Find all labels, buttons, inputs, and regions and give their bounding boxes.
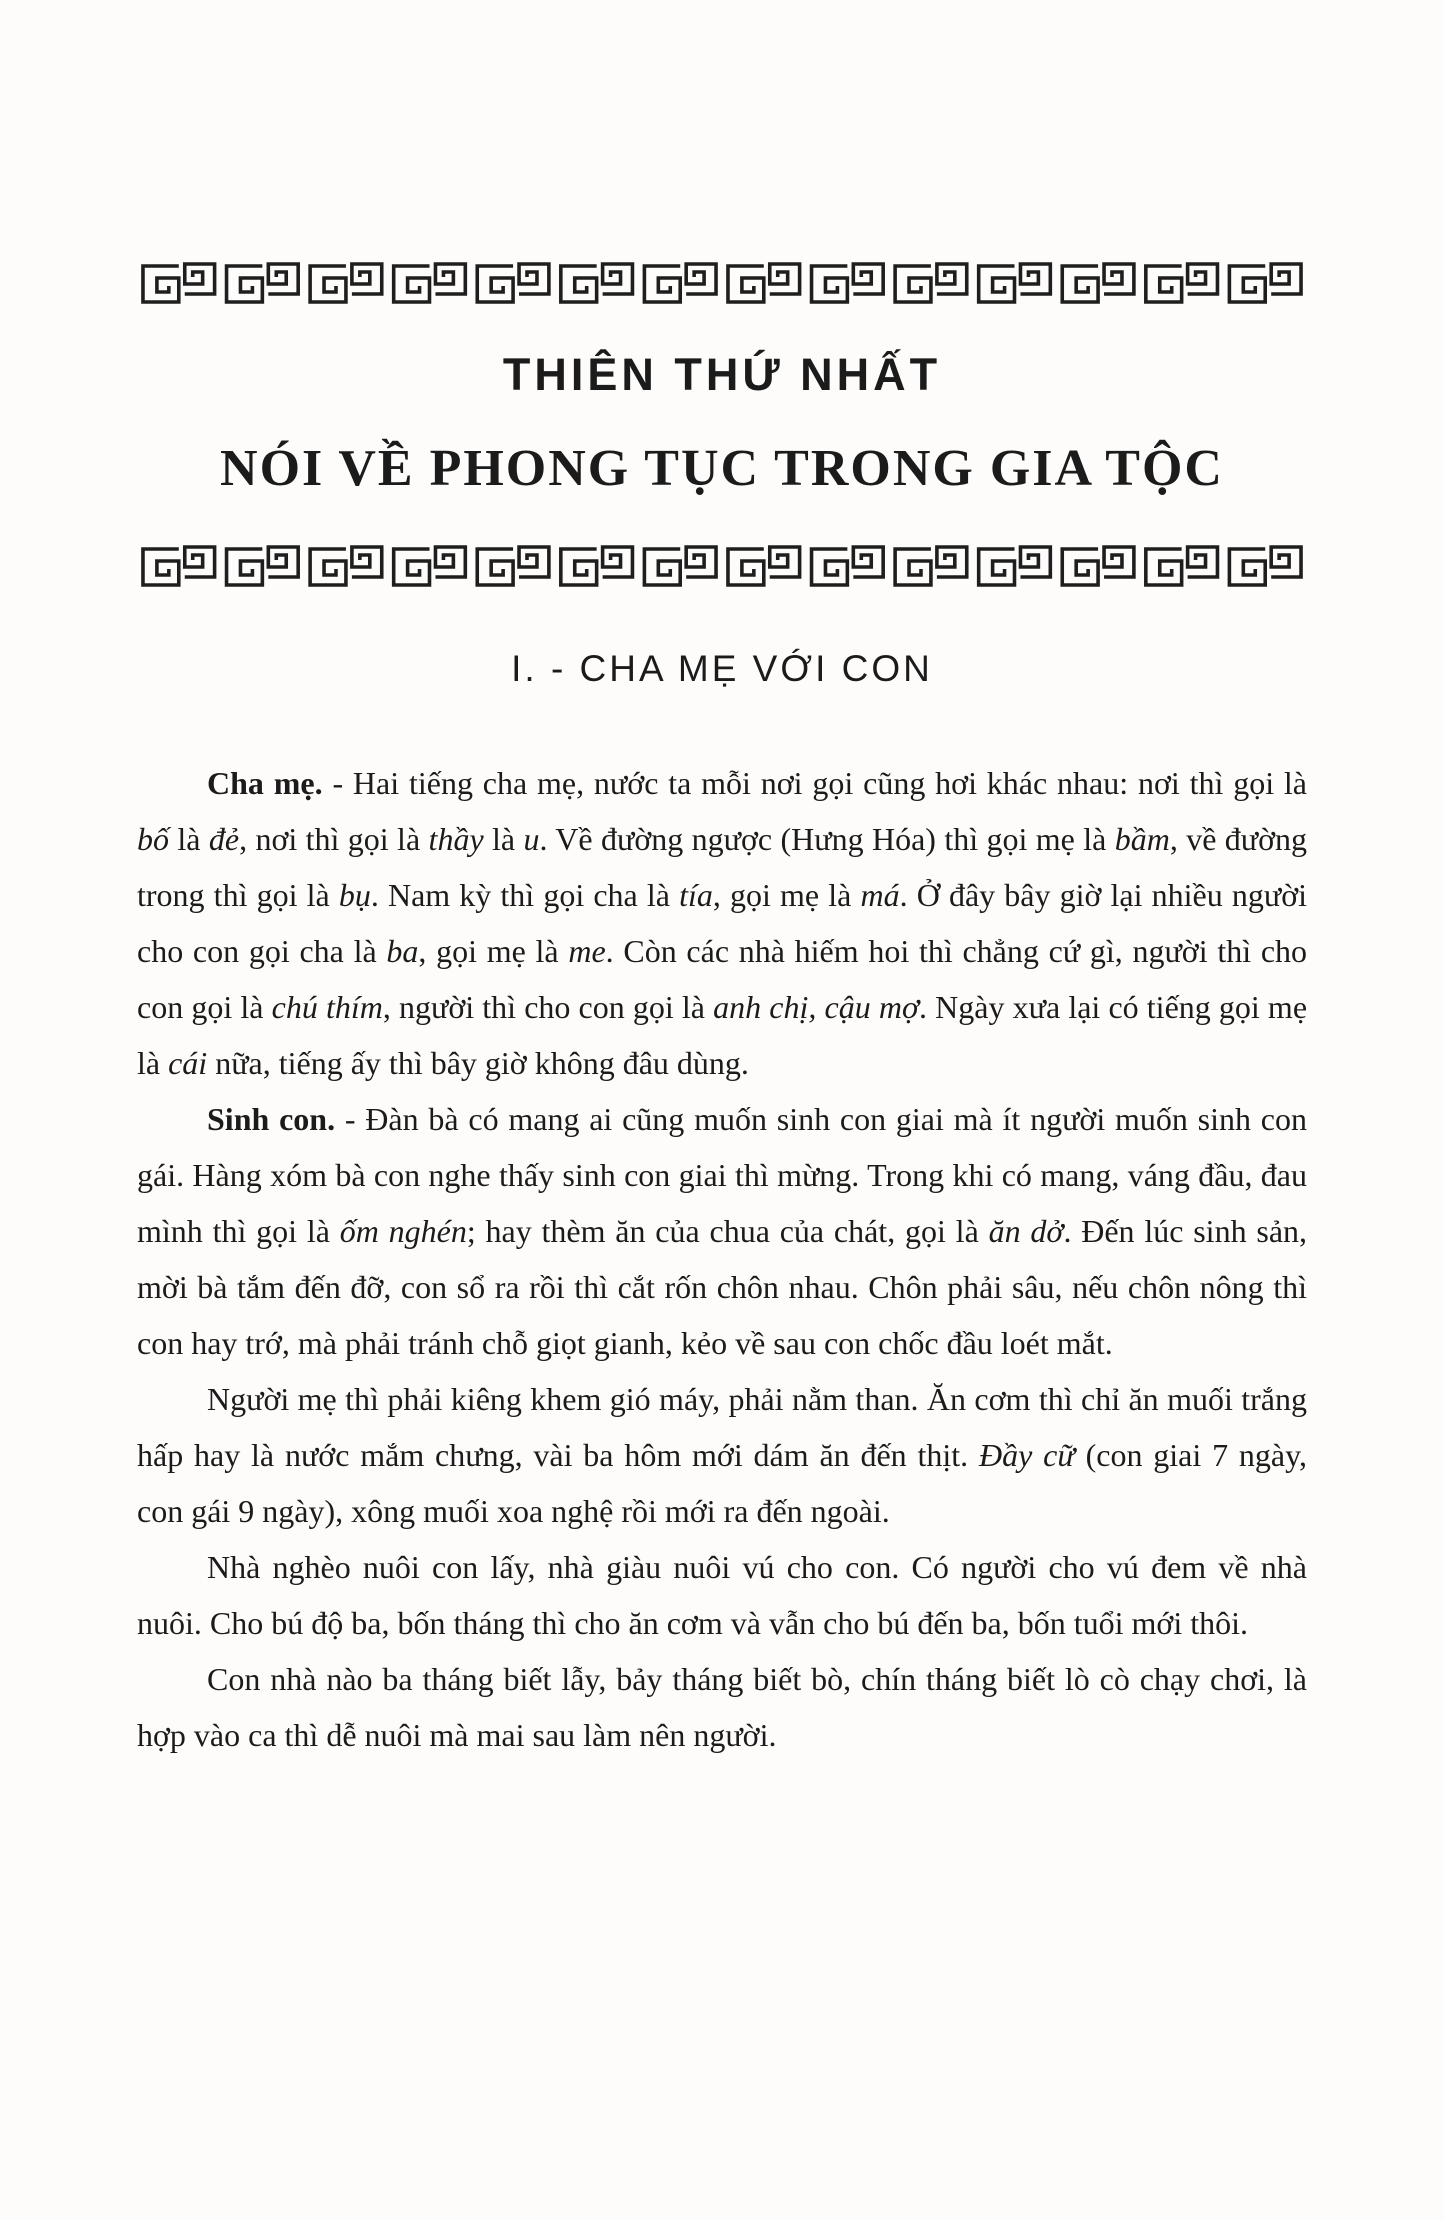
text-segment: là	[483, 821, 524, 858]
text-segment: Nhà nghèo nuôi con lấy, nhà giàu nuôi vú cho con. Có người cho vú đem về nhà nuôi. Cho bú độ ba, bốn tháng thì cho ăn cơm và vẫn cho bú đến ba, bốn tuổi mới thôi.	[137, 1549, 1307, 1642]
meander-border-top-icon	[137, 260, 1307, 306]
text-segment: , nơi thì gọi là	[239, 821, 429, 858]
page-content	[137, 0, 1307, 1763]
main-title: NÓI VỀ PHONG TỤC TRONG GIA TỘC	[220, 439, 1224, 497]
text-segment: ốm nghén	[339, 1213, 467, 1250]
text-segment: Cha mẹ.	[207, 765, 323, 802]
text-segment: , về đường trong thì gọi là	[137, 821, 1308, 914]
text-segment: me	[568, 933, 606, 970]
text-segment: Người mẹ thì phải kiêng khem gió máy, phải nằm than. Ăn cơm thì chỉ ăn muối trắng hấp hay là nước mắm chưng, vài ba hôm mới dám ăn đến thịt.	[137, 1381, 1307, 1474]
text-segment: ăn dở	[988, 1213, 1064, 1250]
text-segment: bố	[137, 821, 169, 858]
paragraph	[137, 1539, 1307, 1651]
text-segment: Sinh con.	[207, 1101, 336, 1138]
text-segment: u	[523, 821, 540, 858]
text-segment: chú thím	[271, 989, 383, 1026]
text-segment: nữa, tiếng ấy thì bây giờ không đâu dùng.	[207, 1045, 749, 1082]
text-segment: bụ	[338, 877, 371, 914]
text-segment: - Hai tiếng cha mẹ, nước ta mỗi nơi gọi cũng hơi khác nhau: nơi thì gọi là	[322, 765, 1308, 802]
text-segment: đẻ	[208, 821, 240, 858]
text-segment: . Về đường ngược (Hưng Hóa) thì gọi mẹ là	[539, 821, 1115, 858]
text-segment: Con nhà nào ba tháng biết lẫy, bảy tháng biết bò, chín tháng biết lò cò chạy chơi, là hợp vào ca thì dễ nuôi mà mai sau làm nên người.	[137, 1661, 1307, 1754]
meander-border-bottom-icon	[137, 543, 1307, 589]
text-segment: thầy	[428, 821, 484, 858]
text-segment: . Nam kỳ thì gọi cha là	[370, 877, 680, 914]
text-segment: . Ngày xưa lại có tiếng gọi mẹ là	[137, 989, 1308, 1082]
text-segment: Đầy cữ	[978, 1437, 1075, 1474]
text-segment: . Còn các nhà hiếm hoi thì chẳng cứ gì, người thì cho con gọi là	[137, 933, 1308, 1026]
paragraph	[137, 755, 1307, 1091]
text-segment: , gọi mẹ là	[712, 877, 861, 914]
text-segment: ; hay thèm ăn của chua của chát, gọi là	[466, 1213, 989, 1250]
text-segment: , người thì cho con gọi là	[382, 989, 714, 1026]
text-segment: là	[169, 821, 209, 858]
text-segment: tía	[679, 877, 713, 914]
part-title: THIÊN THỨ NHẤT	[502, 349, 942, 400]
text-segment: bầm	[1114, 821, 1170, 858]
text-segment: má	[860, 877, 900, 914]
text-segment: anh chị, cậu mợ	[713, 989, 920, 1026]
paragraph	[137, 1091, 1307, 1371]
text-segment: . Đến lúc sinh sản, mời bà tắm đến đỡ, con sổ ra rồi thì cắt rốn chôn nhau. Chôn phải sâu, nếu chôn nông thì con hay trớ, mà phải tránh chỗ giọt gianh, kẻo về sau con chốc đầu loét mắt.	[137, 1213, 1308, 1362]
text-segment: - Đàn bà có mang ai cũng muốn sinh con giai mà ít người muốn sinh con gái. Hàng xóm bà con nghe thấy sinh con giai thì mừng. Trong khi có mang, váng đầu, đau mình thì gọi là	[137, 1101, 1307, 1250]
text-segment: cái	[168, 1045, 208, 1082]
paragraph	[137, 1651, 1307, 1763]
text-segment: ba	[386, 933, 419, 970]
body-text	[137, 755, 1307, 1763]
text-segment: . Ở đây bây giờ lại nhiều người cho con gọi cha là	[137, 877, 1308, 970]
text-segment: (con giai 7 ngày, con gái 9 ngày), xông muối xoa nghệ rồi mới ra đến ngoài.	[137, 1437, 1308, 1530]
section-title: I. - CHA MẸ VỚI CON	[511, 647, 933, 689]
paragraph	[137, 1371, 1307, 1539]
text-segment: , gọi mẹ là	[418, 933, 569, 970]
